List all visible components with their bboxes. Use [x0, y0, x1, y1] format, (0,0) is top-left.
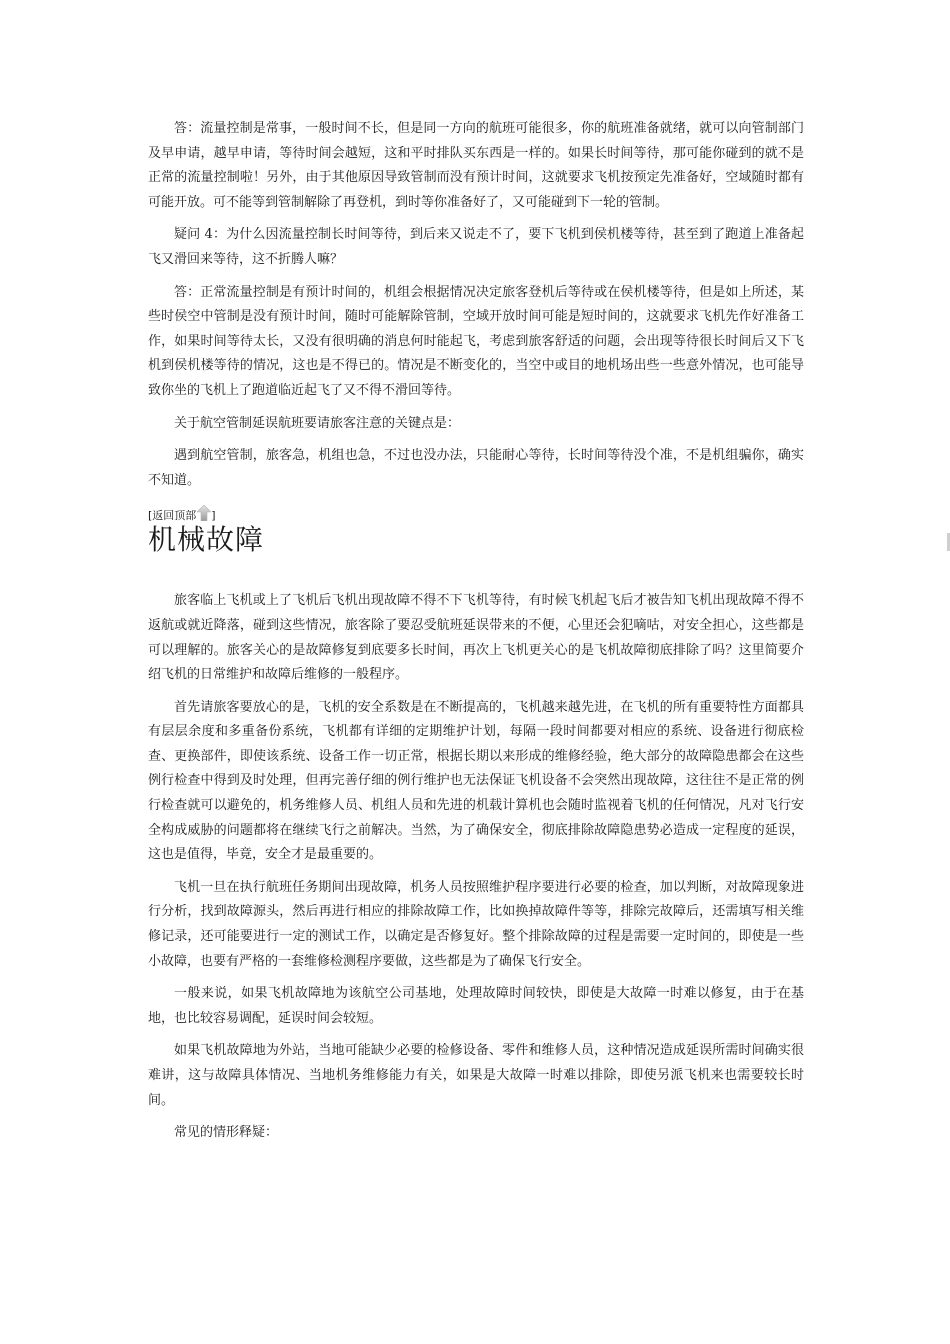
paragraph-base-repair: 一般来说，如果飞机故障地为该航空公司基地，处理故障时间较快，即使是大故障一时难以修复，由于在基地，也比较容易调配，延误时间会较短。: [148, 986, 804, 1026]
back-to-top-close-bracket: ]: [211, 509, 216, 523]
document-page: [148, 117, 804, 1154]
back-to-top: [148, 507, 804, 523]
paragraph-safety-assurance: 首先请旅客要放心的是，飞机的安全系数是在不断提高的，飞机越来越先进，在飞机的所有重要特性方面都具有层层余度和多重备份系统，飞机都有详细的定期维护计划，每隔一段时间都要对相应的系统、设备进行彻底检查、更换部件，即使该系统、设备工作一切正常，根据长期以来形成的维修经验，绝大部分的故障隐患都会在这些例行检查中得到及时处理，但再完善仔细的例行维护也无法保证飞机设备不会突然出现故障，这往往不是正常的例行检查就可以避免的，机务维修人员、机组人员和先进的机载计算机也会随时监视着飞机的任何情况，凡对飞行安全构成威胁的问题都将在继续飞行之前解决。当然，为了确保安全，彻底排除故障隐患势必造成一定程度的延误，这也是值得，毕竟，安全才是最重要的。: [148, 699, 804, 863]
paragraph-common-cases: 常见的情形释疑：: [174, 1125, 279, 1141]
paragraph-answer-4: 答：正常流量控制是有预计时间的，机组会根据情况决定旅客登机后等待或在侯机楼等待，但是如上所述，某些时侯空中管制是没有预计时间，随时可能解除管制，空域开放时间可能是短时间的，这就要求飞机先作好准备工作，如果时间等待太长，又没有很明确的消息何时能起飞，考虑到旅客舒适的问题，会出现等待很长时间后又下飞机到侯机楼等待的情况，这也是不得已的。情况是不断变化的，当空中或目的地机场出些一些意外情况，也可能导致你坐的飞机上了跑道临近起飞了又不得不滑回等待。: [148, 284, 804, 398]
paragraph-repair-procedure: 飞机一旦在执行航班任务期间出现故障，机务人员按照维护程序要进行必要的检查，加以判断，对故障现象进行分析，找到故障源头，然后再进行相应的排除故障工作，比如换掉故障件等等，排除完故障后，还需填写相关维修记录，还可能要进行一定的测试工作，以确定是否修复好。整个排除故障的过程是需要一定时间的，即使是一些小故障，也要有严格的一套维修检测程序要做，这些都是为了确保飞行安全。: [148, 879, 804, 969]
paragraph-outstation-repair: 如果飞机故障地为外站，当地可能缺少必要的检修设备、零件和维修人员，这种情况造成延误所需时间确实很难讲，这与故障具体情况、当地机务维修能力有关，如果是大故障一时难以排除，即使另派飞机来也需要较长时间。: [148, 1043, 804, 1108]
back-to-top-link[interactable]: 返回顶部: [152, 509, 197, 523]
paragraph-key-points: 遇到航空管制，旅客急，机组也急，不过也没办法，只能耐心等待，长时间等待没个准，不是机组骗你，确实不知道。: [148, 448, 804, 488]
paragraph-answer-flow-control: 答：流量控制是常事，一般时间不长，但是同一方向的航班可能很多，你的航班准备就绪，就可以向管制部门及早申请，越早申请，等待时间会越短，这和平时排队买东西是一样的。如果长时间等待，那可能你碰到的就不是正常的流量控制啦！另外，由于其他原因导致管制而没有预计时间，这就要求飞机按预定先准备好，空域随时都有可能开放。可不能等到管制解除了再登机，到时等你准备好了，又可能碰到下一轮的管制。: [148, 121, 804, 210]
back-to-top-open-bracket: [: [148, 509, 153, 523]
paragraph-mechanical-intro: 旅客临上飞机或上了飞机后飞机出现故障不得不下飞机等待，有时候飞机起飞后才被告知飞机出现故障不得不返航或就近降落，碰到这些情况，旅客除了要忍受航班延误带来的不便，心里还会犯嘀咕，对安全担心，这些都是可以理解的。旅客关心的是故障修复到底要多长时间，再次上飞机更关心的是飞机故障彻底排除了吗？这里简要介绍飞机的日常维护和故障后维修的一般程序。: [148, 593, 804, 683]
paragraph-question-4: 疑问 4：为什么因流量控制长时间等待，到后来又说走不了，要下飞机到侯机楼等待，甚至到了跑道上准备起飞又滑回来等待，这不折腾人嘛？: [148, 227, 804, 267]
paragraph-key-points-intro: 关于航空管制延误航班要请旅客注意的关键点是：: [174, 415, 461, 431]
section-title: 机械故障: [148, 523, 265, 557]
up-arrow-icon[interactable]: [197, 505, 211, 521]
